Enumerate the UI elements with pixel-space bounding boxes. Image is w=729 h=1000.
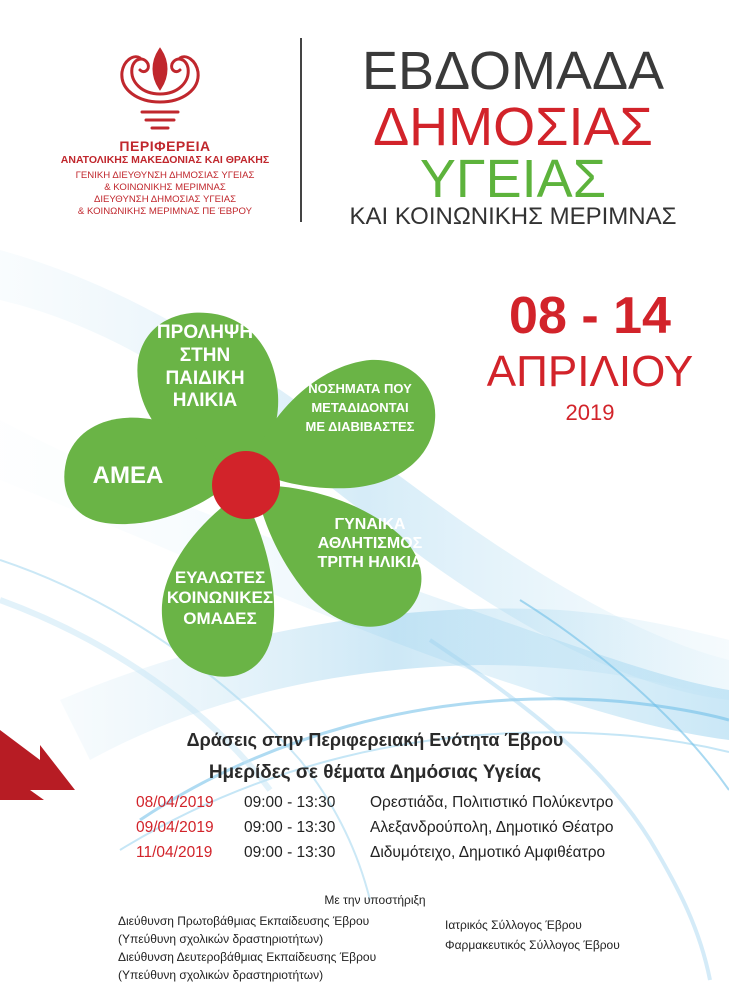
petal-amea-label: ΑΜΕΑ: [92, 462, 164, 489]
event-row: [136, 794, 613, 816]
support-entity: Διεύθυνση Πρωτοβάθμιας Εκπαίδευσης Έβρου: [118, 914, 370, 928]
support-entity-note: (Υπεύθυνη σχολικών δραστηριοτήτων): [118, 932, 324, 946]
org-region: ΑΝΑΤΟΛΙΚΗΣ ΜΑΚΕΔΟΝΙΑΣ ΚΑΙ ΘΡΑΚΗΣ: [60, 154, 270, 166]
event-time: 09:00 - 13:30: [244, 794, 336, 811]
org-subtitle-line: ΔΙΕΥΘΥΝΣΗ ΔΗΜΟΣΙΑΣ ΥΓΕΙΑΣ: [93, 194, 237, 205]
event-time: 09:00 - 13:30: [244, 819, 336, 836]
event-time: 09:00 - 13:30: [244, 844, 336, 861]
petal-diseases-label: ΝΟΣΗΜΑΤΑ ΠΟΥ ΜΕΤΑΔΙΔΟΝΤΑΙ ΜΕ ΔΙΑΒΙΒΑΣΤΕΣ: [305, 381, 415, 434]
petal-children-label: ΠΡΟΛΗΨΗ ΣΤΗΝ ΠΑΙΔΙΚΗ ΗΛΙΚΙΑ: [156, 322, 254, 412]
date-month: ΑΠΡΙΛΙΟΥ: [486, 347, 694, 396]
seminars-heading: Ημερίδες σε θέματα Δημόσιας Υγείας: [208, 762, 542, 783]
event-place: Ορεστιάδα, Πολιτιστικό Πολύκεντρο: [370, 794, 614, 811]
title-public: ΔΗΜΟΣΙΑΣ: [373, 97, 653, 157]
support-entity: Διεύθυνση Δευτεροβάθμιας Εκπαίδευσης Έβρου: [118, 950, 377, 964]
support-entity: Ιατρικός Σύλλογος Έβρου: [445, 918, 582, 932]
org-subtitle-line: ΓΕΝΙΚΗ ΔΙΕΥΘΥΝΣΗ ΔΗΜΟΣΙΑΣ ΥΓΕΙΑΣ: [75, 170, 255, 181]
event-date: 11/04/2019: [136, 844, 213, 861]
topics-flower: [50, 300, 470, 700]
flower-center: [212, 451, 280, 519]
event-row: [136, 844, 605, 866]
date-year: 2019: [565, 400, 615, 425]
petal-women-label: ΓΥΝΑΙΚΑ ΑΘΛΗΤΙΣΜΟΣ ΤΡΙΤΗ ΗΛΙΚΙΑ: [317, 516, 423, 572]
event-date: 09/04/2019: [136, 819, 214, 836]
event-date: 08/04/2019: [136, 794, 214, 811]
date-range: 08 - 14: [509, 287, 671, 345]
org-title: ΠΕΡΙΦΕΡΕΙΑ: [119, 138, 211, 154]
title-week: ΕΒΔΟΜΑΔΑ: [361, 41, 665, 101]
event-row: [136, 819, 614, 841]
org-subtitle-line: & ΚΟΙΝΩΝΙΚΗΣ ΜΕΡΙΜΝΑΣ ΠΕ ΈΒΡΟΥ: [77, 206, 253, 217]
support-label: Με την υποστήριξη: [324, 893, 426, 907]
title-health: ΥΓΕΙΑΣ: [419, 149, 607, 209]
title-welfare: ΚΑΙ ΚΟΙΝΩΝΙΚΗΣ ΜΕΡΙΜΝΑΣ: [349, 203, 677, 230]
event-place: Διδυμότειχο, Δημοτικό Αμφιθέατρο: [370, 844, 606, 861]
activities-heading: Δράσεις στην Περιφερειακή Ενότητα Έβρου: [186, 730, 564, 750]
support-entity-note: (Υπεύθυνη σχολικών δραστηριοτήτων): [118, 968, 324, 982]
org-subtitle-line: & ΚΟΙΝΩΝΙΚΗΣ ΜΕΡΙΜΝΑΣ: [104, 182, 226, 193]
petal-vulnerable-label: ΕΥΑΛΩΤΕΣ ΚΟΙΝΩΝΙΚΕΣ ΟΜΑΔΕΣ: [166, 568, 274, 628]
header-divider: [300, 38, 302, 222]
region-logo-icon: [112, 42, 208, 136]
event-place: Αλεξανδρούπολη, Δημοτικό Θέατρο: [370, 819, 614, 836]
support-entity: Φαρμακευτικός Σύλλογος Έβρου: [445, 938, 620, 952]
